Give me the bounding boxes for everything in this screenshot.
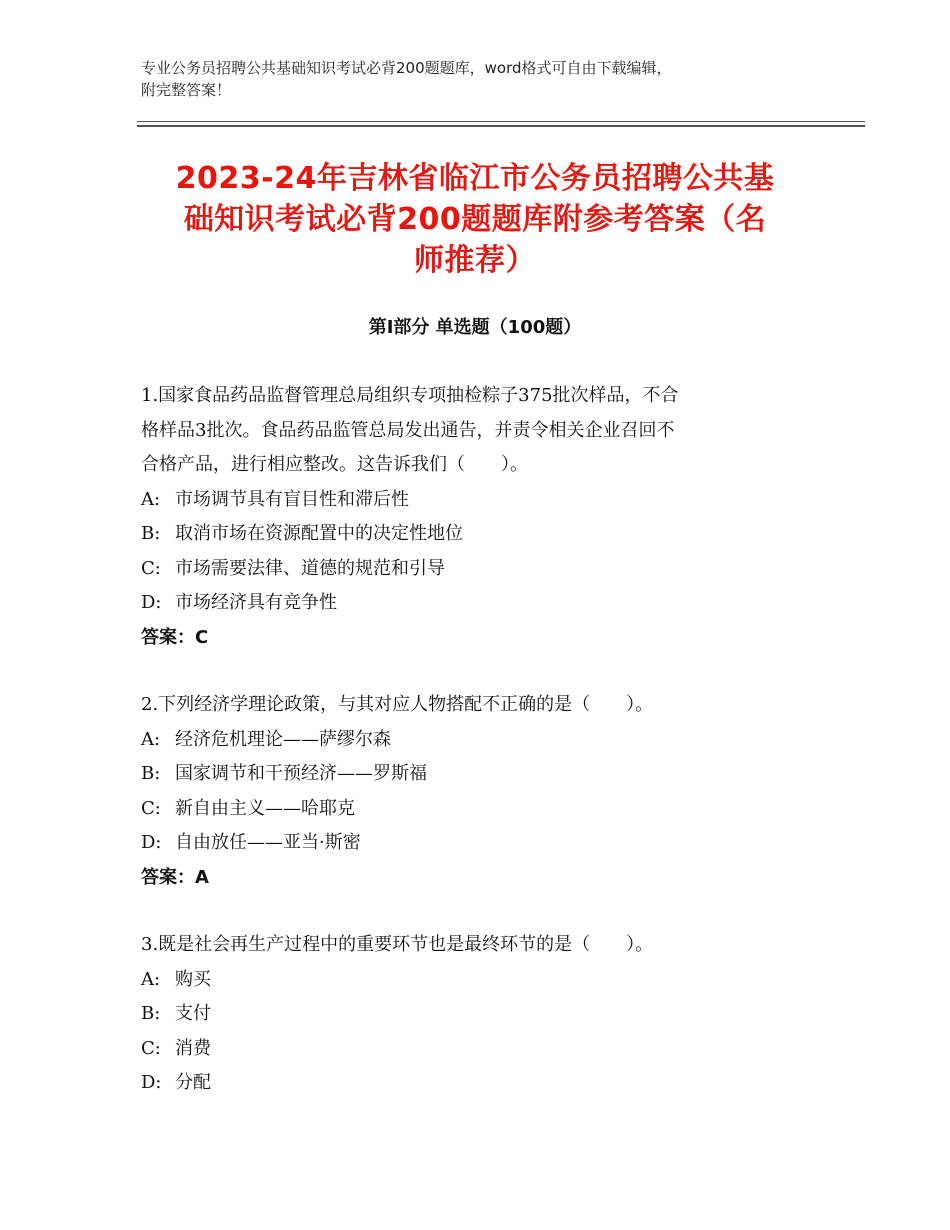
- option-text: 购买: [175, 968, 211, 990]
- option-b: [141, 997, 821, 1032]
- header-rule-thin: [137, 121, 865, 122]
- option-text: 分配: [175, 1072, 211, 1093]
- header-note-line: 专业公务员招聘公共基础知识考试必背200题题库，word格式可自由下载编辑，: [141, 59, 672, 77]
- option-a: [141, 723, 821, 758]
- option-letter: D:: [141, 832, 162, 853]
- option-text: 取消市场在资源配置中的决定性地位: [175, 523, 463, 544]
- section-heading: 第Ⅰ部分 单选题（100题）: [368, 317, 582, 338]
- question-3: [141, 928, 821, 1101]
- question-2: [141, 688, 821, 895]
- option-text: 自由放任——亚当·斯密: [175, 832, 361, 853]
- option-letter: B:: [141, 763, 161, 784]
- question-stem-line: 合格产品，进行相应整改。这告诉我们（ ）。: [141, 454, 528, 475]
- option-c: [141, 792, 821, 827]
- header-rule-thick: [137, 125, 865, 127]
- header-note: [141, 57, 821, 101]
- header-note-line: 附完整答案！: [141, 81, 232, 99]
- option-b: [141, 757, 821, 792]
- option-letter: A:: [141, 968, 161, 990]
- option-a: [141, 963, 821, 998]
- option-letter: B:: [141, 1003, 161, 1024]
- option-text: 支付: [175, 1003, 211, 1024]
- title-line: 师推荐）: [414, 243, 536, 278]
- option-letter: B:: [141, 523, 161, 544]
- option-letter: C:: [141, 797, 161, 819]
- option-d: [141, 1066, 821, 1101]
- option-letter: A:: [141, 728, 161, 750]
- question-stem-line: 格样品3批次。食品药品监管总局发出通告，并责令相关企业召回不: [141, 419, 675, 441]
- option-letter: A:: [141, 488, 161, 510]
- option-letter: D:: [141, 1072, 162, 1093]
- option-c: [141, 1032, 821, 1067]
- question-stem-line: 3.既是社会再生产过程中的重要环节也是最终环节的是（ ）。: [141, 934, 654, 955]
- option-a: [141, 483, 821, 518]
- answer-line: 答案：A: [141, 866, 209, 888]
- title-line: 础知识考试必背200题题库附参考答案（名: [183, 202, 767, 237]
- option-text: 市场调节具有盲目性和滞后性: [175, 488, 409, 510]
- document-title: [120, 158, 830, 281]
- option-text: 消费: [175, 1037, 211, 1059]
- option-d: [141, 826, 821, 861]
- question-1: [141, 379, 821, 655]
- option-text: 经济危机理论——萨缪尔森: [175, 728, 391, 750]
- answer-line: 答案：C: [141, 626, 209, 648]
- option-c: [141, 552, 821, 587]
- option-text: 新自由主义——哈耶克: [175, 797, 355, 819]
- title-line: 2023-24年吉林省临江市公务员招聘公共基: [175, 161, 775, 196]
- option-text: 国家调节和干预经济——罗斯福: [175, 763, 427, 784]
- option-letter: D:: [141, 592, 162, 613]
- option-text: 市场经济具有竞争性: [175, 592, 337, 613]
- option-letter: C:: [141, 557, 161, 579]
- option-d: [141, 586, 821, 621]
- question-list: [141, 379, 821, 1134]
- option-letter: C:: [141, 1037, 161, 1059]
- option-b: [141, 517, 821, 552]
- option-text: 市场需要法律、道德的规范和引导: [175, 557, 445, 579]
- question-stem-line: 1.国家食品药品监督管理总局组织专项抽检粽子375批次样品，不合: [141, 385, 679, 406]
- question-stem-line: 2.下列经济学理论政策，与其对应人物搭配不正确的是（ ）。: [141, 694, 654, 715]
